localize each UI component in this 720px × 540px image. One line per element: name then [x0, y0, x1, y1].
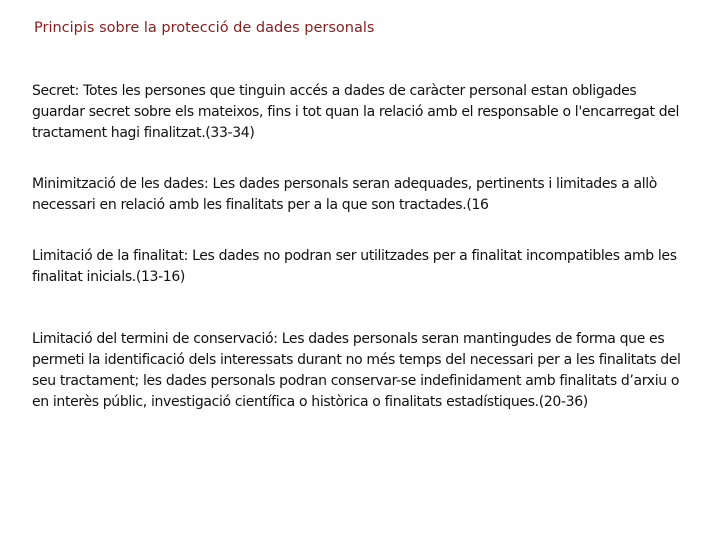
principle-text: : Les dades no podran ser utilitzades per a finalitat incompatibles amb les finalitat inicials.(13-16) [32, 248, 677, 285]
principle-purpose-limitation [32, 246, 682, 288]
principle-text: Les dades personals seran mantingudes de forma que es permeti la identificació dels interessats durant no més temps del necessari per a les finalitats del seu tractament; les dades personals podran conservar-se indefinidament amb finalitats d’arxiu o en interès públic, investigació científica o històrica o finalitats estadístiques.(20-36) [32, 331, 681, 410]
principle-secret [32, 81, 682, 144]
principle-term: Secret: [32, 83, 80, 99]
slide-title: Principis sobre la protecció de dades personals [34, 20, 375, 36]
principle-term: Limitació de la finalitat [32, 248, 184, 264]
principle-data-minimization [32, 174, 682, 216]
principle-text: Les dades personals seran adequades, pertinents i limitades a allò necessari en relació amb les finalitats per a la que son tractades.(16 [32, 176, 657, 213]
principle-storage-limitation [32, 329, 682, 413]
principle-term: Minimització de les dades: [32, 176, 209, 192]
principle-term: Limitació del termini de conservació: [32, 331, 278, 347]
principle-text: Totes les persones que tinguin accés a dades de caràcter personal estan obligades guardar secret sobre els mateixos, fins i tot quan la relació amb el responsable o l'encarregat del tractament hagi finalitzat.(33-34) [32, 83, 680, 141]
